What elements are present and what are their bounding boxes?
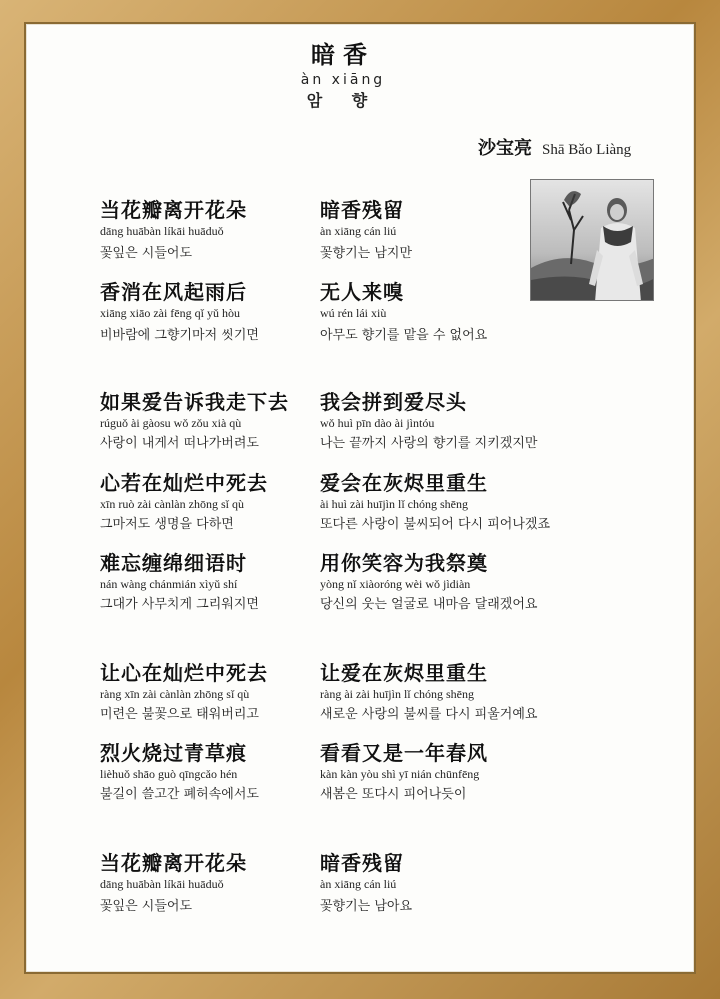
lyric-line: [320, 389, 537, 453]
lyric-pinyin: nán wàng chánmián xìyǔ shí: [100, 577, 238, 591]
lyric-chinese: 暗香残留: [320, 851, 404, 875]
lyric-line: [320, 550, 537, 614]
lyric-chinese: 用你笑容为我祭奠: [320, 551, 488, 575]
lyric-line: [320, 197, 412, 263]
lyric-pinyin: kàn kàn yòu shì yī nián chūnfēng: [320, 767, 480, 781]
lyric-pinyin: ràng xīn zài cànlàn zhōng sǐ qù: [100, 687, 250, 701]
lyric-korean: 꽃향기는 남지만: [320, 246, 413, 261]
lyric-pinyin: xīn ruò zài cànlàn zhōng sǐ qù: [100, 497, 244, 511]
lyric-line: [320, 740, 488, 804]
lyric-korean: 꽃잎은 시들어도: [100, 246, 193, 261]
lyric-line: [100, 470, 268, 534]
lyric-line: [100, 740, 259, 804]
lyric-line: [100, 660, 268, 724]
artist-name-chinese: 沙宝亮: [478, 138, 532, 159]
song-title-chinese: 暗香: [311, 40, 375, 69]
lyric-chinese: 烈火烧过青草痕: [100, 741, 247, 765]
lyric-pinyin: wǒ huì pīn dào ài jìntóu: [320, 416, 435, 430]
lyric-korean: 새로운 사랑의 불씨를 다시 피울거예요: [320, 707, 538, 722]
lyric-line: [320, 279, 487, 345]
lyric-line: [100, 389, 289, 453]
lyric-chinese: 香消在风起雨后: [100, 280, 247, 304]
lyric-pinyin: yòng nǐ xiàoróng wèi wǒ jìdiàn: [320, 577, 471, 591]
lyric-pinyin: àn xiāng cán liú: [320, 877, 397, 891]
song-title-korean: 암 향: [306, 91, 380, 110]
lyric-korean: 아무도 향기를 맡을 수 없어요: [320, 328, 488, 343]
lyric-korean: 비바람에 그향기마저 씻기면: [100, 328, 259, 343]
artist-name-pinyin: Shā Bǎo Liàng: [542, 142, 632, 158]
lyric-line: [100, 279, 259, 345]
lyric-chinese: 难忘缠绵细语时: [100, 551, 247, 575]
lyrics-sheet: [26, 24, 694, 972]
lyric-korean: 당신의 웃는 얼굴로 내마음 달래겠어요: [320, 597, 538, 612]
lyric-pinyin: ràng ài zài huījìn lǐ chóng shēng: [320, 687, 474, 701]
lyric-korean: 그대가 사무치게 그리워지면: [100, 597, 259, 612]
lyric-korean: 미련은 불꽃으로 태워버리고: [100, 707, 259, 722]
lyric-line: [320, 850, 412, 916]
lyric-korean: 꽃향기는 남아요: [320, 899, 413, 914]
lyric-chinese: 无人来嗅: [320, 280, 404, 304]
lyric-line: [100, 197, 247, 263]
lyric-pinyin: rúguǒ ài gàosu wǒ zǒu xià qù: [100, 416, 242, 430]
lyric-chinese: 当花瓣离开花朵: [100, 198, 247, 222]
artist-photo: [530, 179, 654, 301]
artist-photo-image: [531, 180, 654, 301]
lyric-line: [100, 850, 247, 916]
lyric-pinyin: dāng huābàn líkāi huāduǒ: [100, 224, 224, 238]
lyric-korean: 나는 끝까지 사랑의 향기를 지키겠지만: [320, 436, 538, 451]
lyric-line: [320, 660, 537, 724]
lyric-chinese: 当花瓣离开花朵: [100, 851, 247, 875]
lyric-chinese: 心若在灿烂中死去: [100, 471, 268, 495]
song-title-pinyin: àn xiāng: [300, 72, 386, 88]
lyric-korean: 꽃잎은 시들어도: [100, 899, 193, 914]
song-title-block: [288, 40, 398, 112]
lyric-line: [100, 550, 259, 614]
lyric-chinese: 让心在灿烂中死去: [100, 661, 268, 685]
lyric-korean: 사랑이 내게서 떠나가버려도: [100, 436, 259, 451]
lyric-pinyin: àn xiāng cán liú: [320, 224, 397, 238]
lyric-pinyin: wú rén lái xiù: [320, 306, 387, 320]
lyric-chinese: 看看又是一年春风: [320, 741, 488, 765]
lyric-chinese: 让爱在灰烬里重生: [320, 661, 488, 685]
lyric-korean: 새봄은 또다시 피어나듯이: [320, 787, 467, 802]
lyric-korean: 또다른 사랑이 불씨되어 다시 피어나겠죠: [320, 517, 551, 532]
artist-credit: [478, 134, 631, 160]
lyric-chinese: 暗香残留: [320, 198, 404, 222]
lyric-pinyin: lièhuǒ shāo guò qīngcǎo hén: [100, 767, 238, 781]
lyric-pinyin: dāng huābàn líkāi huāduǒ: [100, 877, 224, 891]
lyric-chinese: 如果爱告诉我走下去: [100, 390, 289, 414]
lyric-pinyin: ài huì zài huījìn lǐ chóng shēng: [320, 497, 468, 511]
lyric-line: [320, 470, 550, 534]
lyric-korean: 불길이 쓸고간 폐허속에서도: [100, 787, 259, 802]
lyric-chinese: 爱会在灰烬里重生: [320, 471, 488, 495]
lyric-korean: 그마저도 생명을 다하면: [100, 517, 234, 532]
lyric-pinyin: xiāng xiāo zài fēng qǐ yǔ hòu: [100, 306, 240, 320]
lyric-chinese: 我会拼到爱尽头: [320, 390, 467, 414]
